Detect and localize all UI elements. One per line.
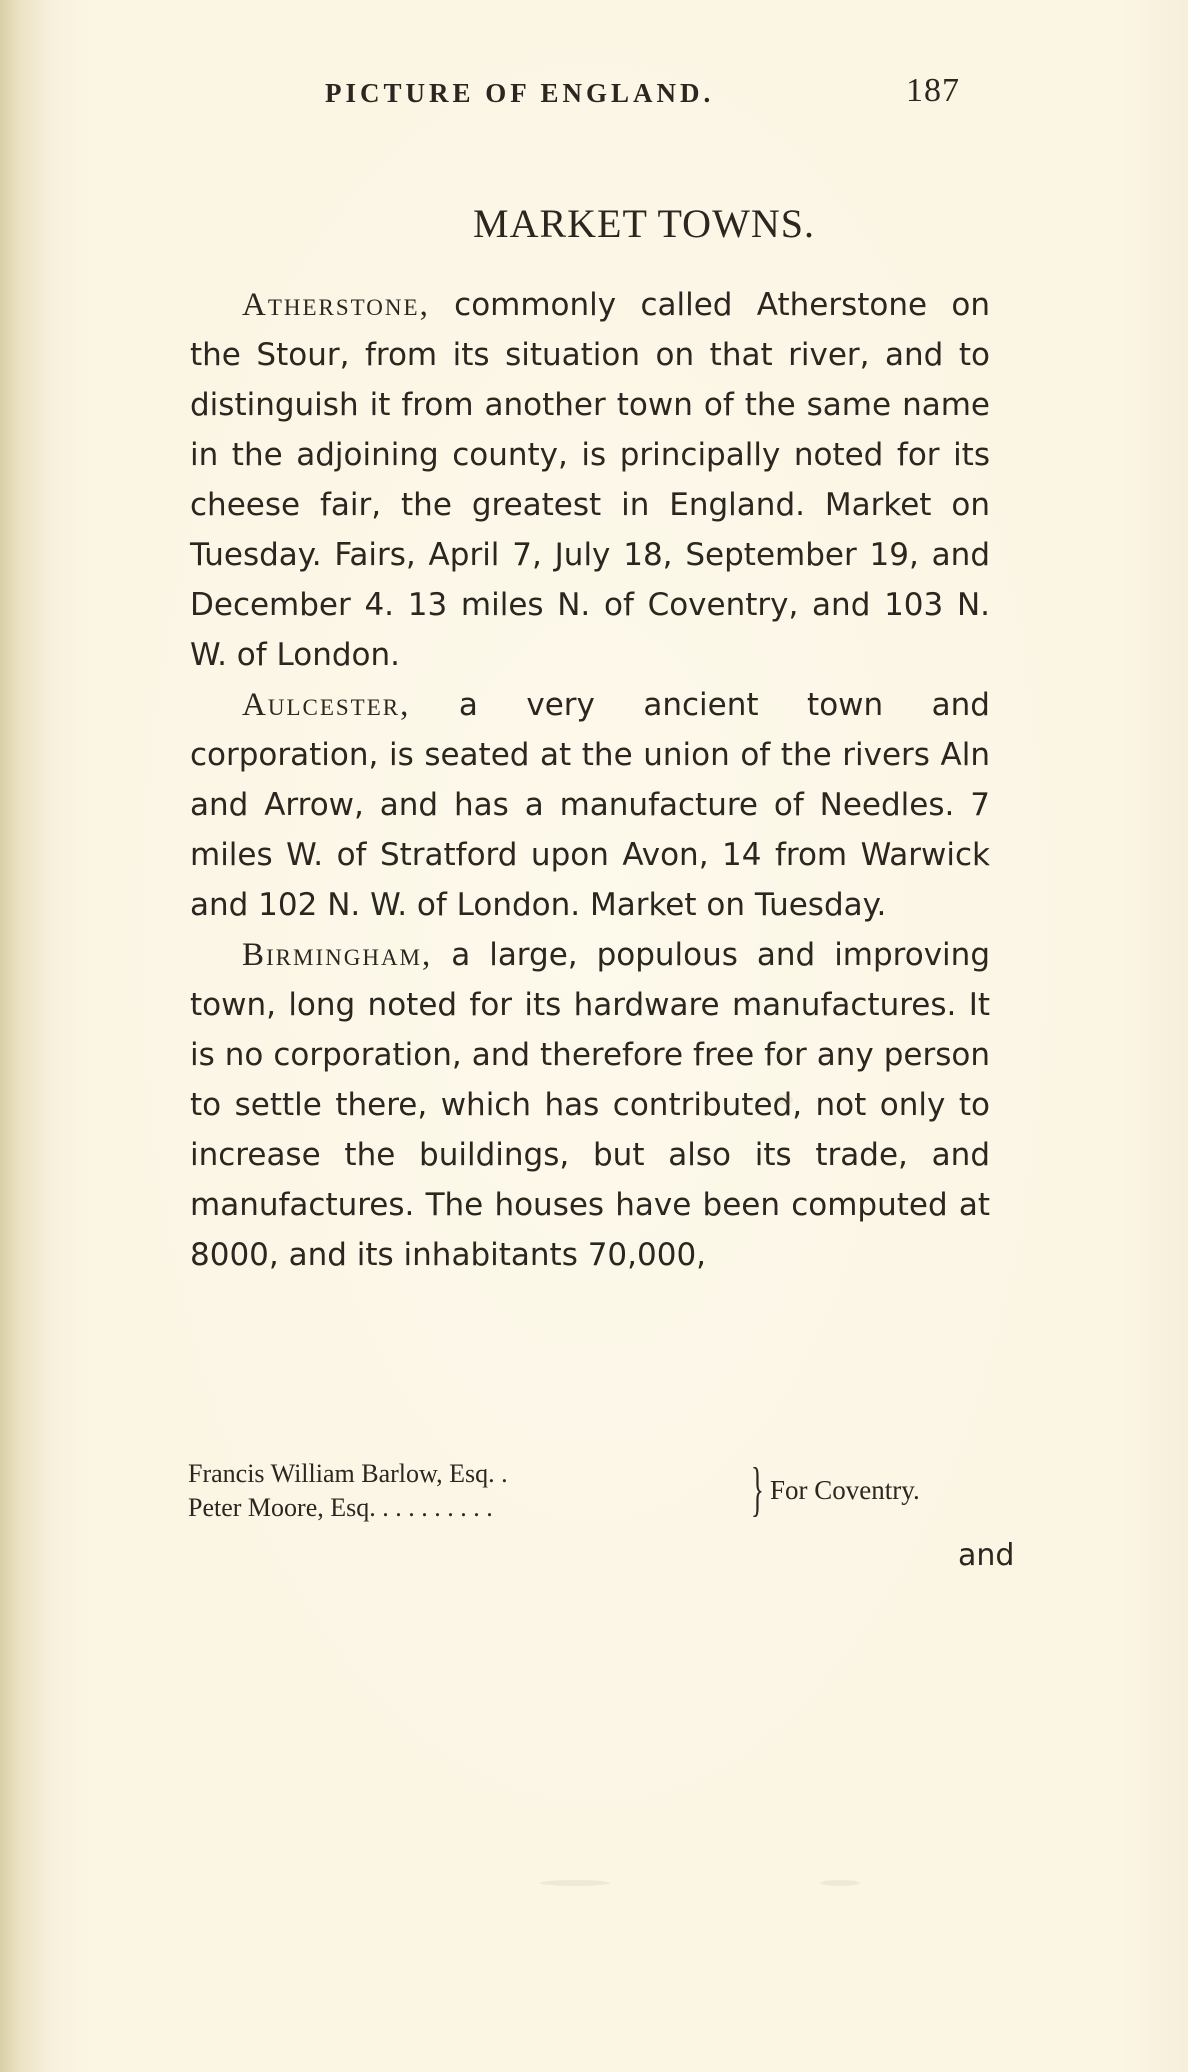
brace-icon: } [750, 1456, 764, 1522]
footnote-members [188, 1457, 1008, 1547]
entry-text: a large, populous and improving town, long noted for its hardware manufactures. It is no corporation, and therefore free for any person to settle there, which has contributed, not only to increase the buildings, but also its trade, and manufactures. The houses have been computed at 8000, and its inhabitants 70,000, [190, 937, 990, 1273]
entry-heading: Atherstone, [242, 287, 430, 323]
constituency-label: For Coventry. [770, 1475, 920, 1505]
paper-stain [540, 1880, 610, 1886]
entry-heading: Birmingham, [242, 937, 433, 973]
page-number: 187 [906, 72, 960, 109]
member-name: Peter Moore, Esq. . . . . . . . . . [188, 1493, 493, 1522]
running-head [310, 72, 960, 118]
paper-stain [820, 1880, 860, 1886]
paragraph-birmingham [190, 930, 990, 1280]
section-title: MARKET TOWNS. [473, 201, 815, 246]
paragraph-aulcester [190, 680, 990, 930]
entry-text: commonly called Atherstone on the Stour, from its situation on that river, and to distinguish it from another town of the same name in the adjoining county, is principally noted for its cheese fair, the greatest in England. Market on Tuesday. Fairs, April 7, July 18, September 19, and December 4. 13 miles N. of Coventry, and 103 N. W. of London. [190, 287, 990, 673]
paragraph-atherstone [190, 280, 990, 680]
body-text [190, 280, 990, 1280]
member-list [188, 1457, 708, 1525]
member-name: Francis William Barlow, Esq. . [188, 1459, 508, 1488]
entry-heading: Aulcester, [242, 687, 411, 723]
entry-text: a very ancient town and corporation, is seated at the union of the rivers Aln and Arrow, and has a manufacture of Needles. 7 miles W. of Stratford upon Avon, 14 from Warwick and 102 N. W. of London. Market on Tuesday. [190, 687, 990, 923]
running-head-title: PICTURE OF ENGLAND. [325, 78, 715, 108]
catchword: and [958, 1538, 1015, 1573]
paper-stain [775, 1095, 793, 1105]
